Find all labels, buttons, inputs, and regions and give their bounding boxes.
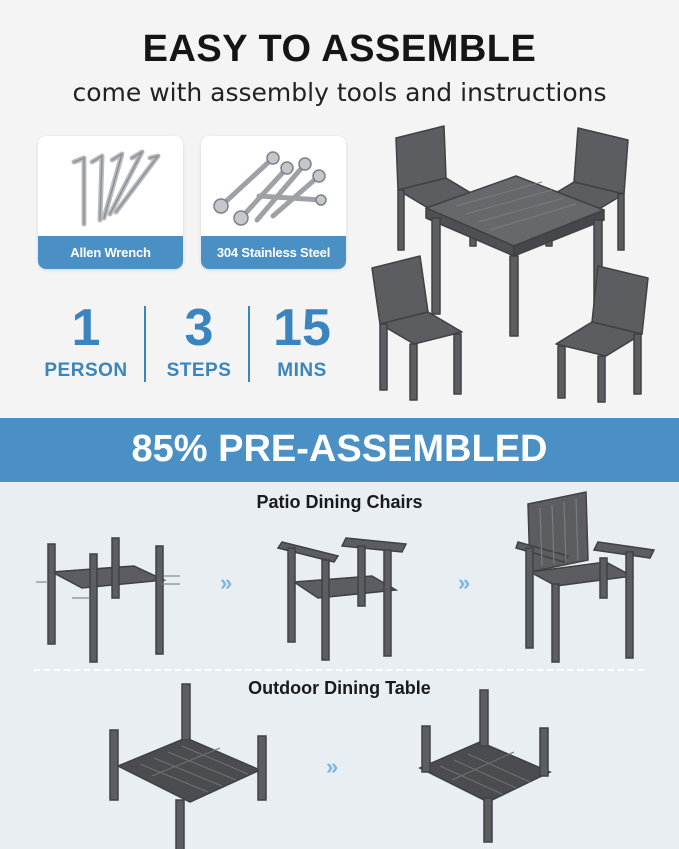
chairs-step-arrow-2: » bbox=[458, 570, 465, 595]
allen-wrench-icon bbox=[38, 136, 183, 236]
table-step-1-illustration bbox=[100, 680, 280, 849]
stat-divider bbox=[248, 306, 250, 382]
tool-card-stainless-steel bbox=[201, 136, 346, 269]
stat-person-label: PERSON bbox=[44, 360, 128, 381]
assembly-stats bbox=[32, 300, 352, 390]
stat-steps-label: STEPS bbox=[166, 360, 232, 381]
table-step-arrow: » bbox=[326, 754, 333, 779]
page-subtitle: come with assembly tools and instructions bbox=[72, 78, 607, 107]
chairs-step-arrow-1: » bbox=[220, 570, 227, 595]
top-section bbox=[0, 0, 679, 418]
stat-mins-value: 15 bbox=[273, 299, 331, 357]
stat-steps bbox=[146, 300, 252, 382]
table-section-title: Outdoor Dining Table bbox=[248, 678, 431, 698]
pre-assembled-banner bbox=[0, 418, 679, 482]
chair-step-3-illustration bbox=[514, 488, 664, 666]
chair-step-1-illustration bbox=[34, 532, 184, 662]
tool-card-allen-wrench bbox=[38, 136, 183, 269]
page-title: EASY TO ASSEMBLE bbox=[142, 28, 537, 70]
tool-label-stainless-steel: 304 Stainless Steel bbox=[201, 236, 346, 269]
stat-steps-value: 3 bbox=[184, 299, 214, 357]
stat-person bbox=[32, 300, 140, 382]
chair-step-2-illustration bbox=[272, 530, 422, 662]
tool-label-allen-wrench: Allen Wrench bbox=[38, 236, 183, 269]
dining-set-illustration bbox=[366, 118, 656, 408]
stat-mins bbox=[252, 300, 352, 382]
assembly-steps-section bbox=[0, 482, 679, 849]
stat-mins-label: MINS bbox=[277, 360, 327, 381]
stat-person-value: 1 bbox=[71, 299, 101, 357]
section-divider bbox=[34, 669, 644, 671]
table-step-2-illustration bbox=[410, 690, 560, 846]
chairs-section-title: Patio Dining Chairs bbox=[256, 492, 423, 512]
banner-title: 85% PRE-ASSEMBLED bbox=[131, 428, 548, 470]
screws-icon bbox=[201, 136, 346, 236]
